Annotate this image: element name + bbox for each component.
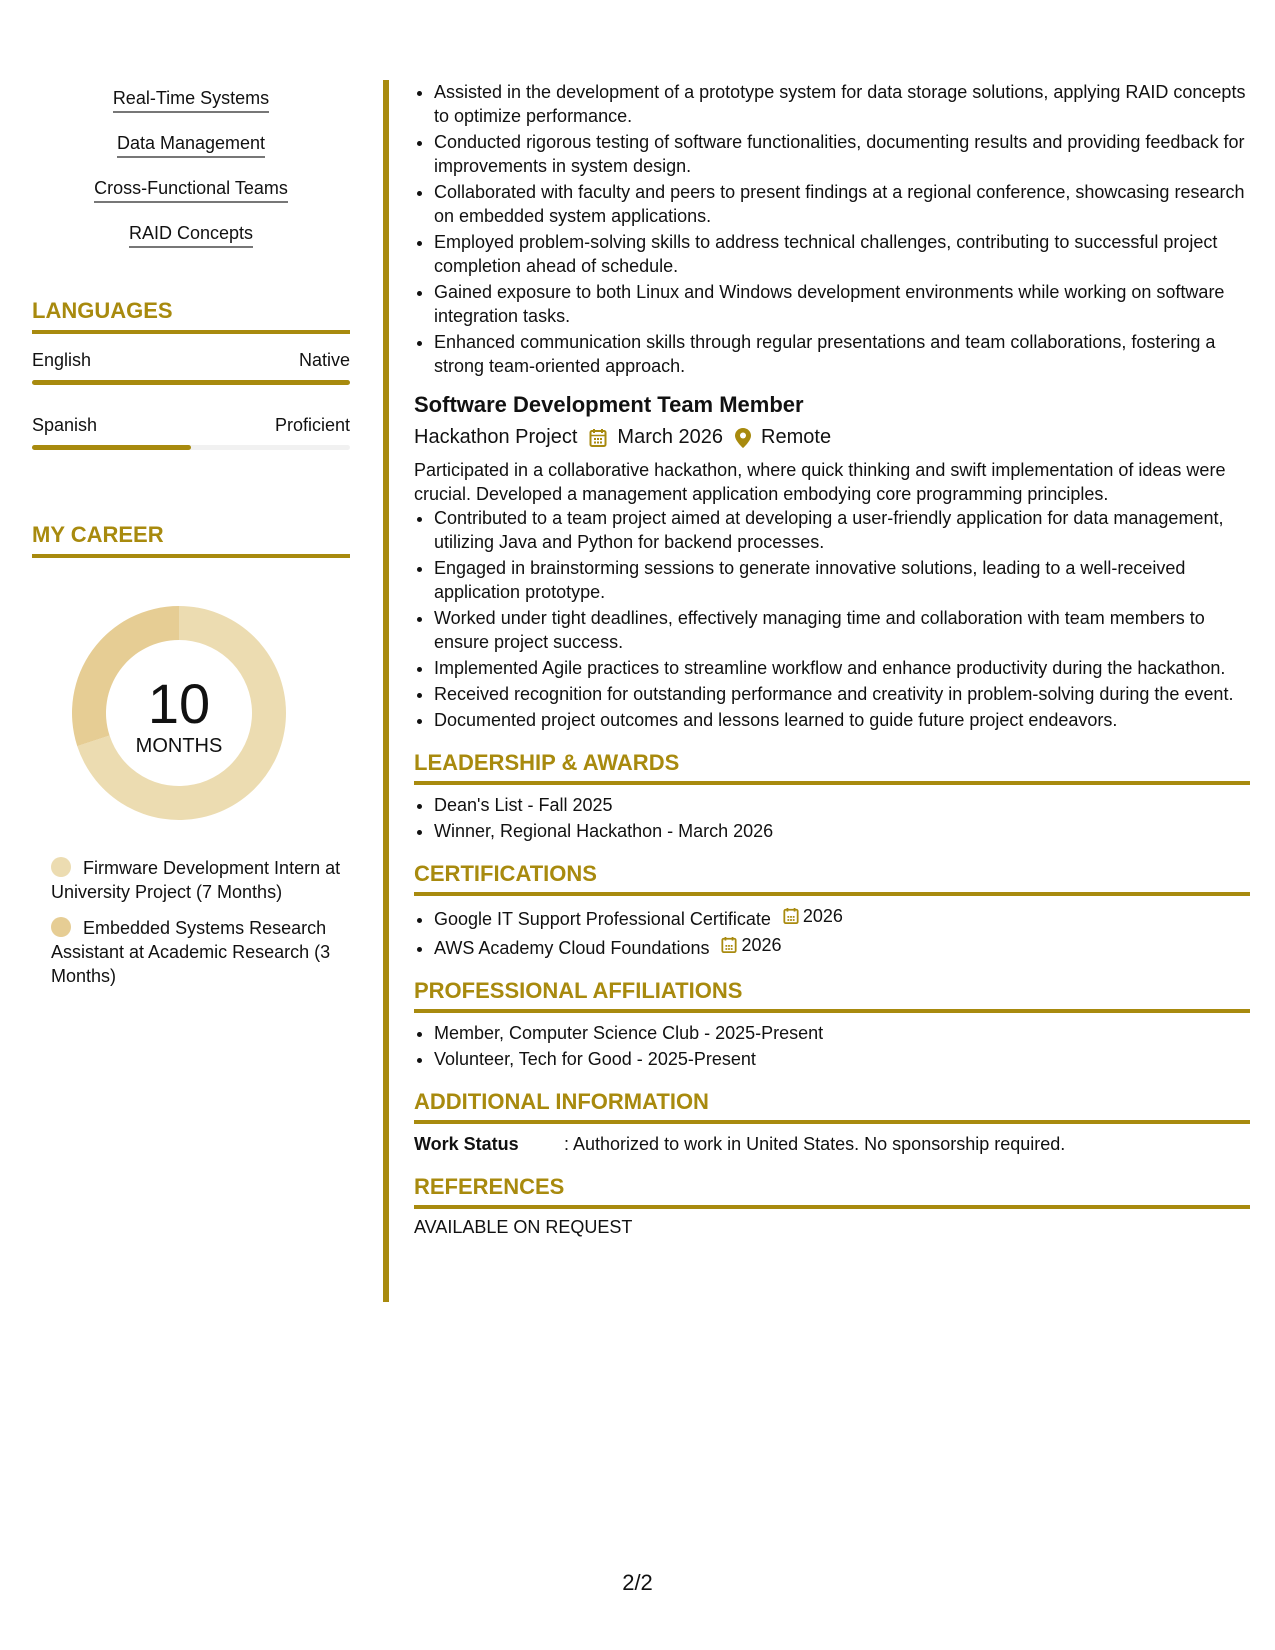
leadership-heading: LEADERSHIP & AWARDS [414, 750, 1250, 785]
career-heading: MY CAREER [32, 522, 350, 558]
cert-name: Google IT Support Professional Certificate [434, 909, 771, 929]
work-status-label: Work Status [414, 1134, 519, 1154]
list-item: • Engaged in brainstorming sessions to generate innovative solutions, leading to a well-received application prototype. [434, 556, 1250, 604]
legend-dot [51, 917, 71, 937]
language-level: Native [298, 350, 350, 370]
list-item [434, 933, 1250, 960]
career-donut-chart [64, 598, 294, 828]
cert-name: AWS Academy Cloud Foundations [434, 938, 710, 958]
list-item: • Assisted in the development of a prototype system for data storage solutions, applying RAID concepts to optimize performance. [434, 80, 1250, 128]
column-divider [383, 80, 389, 1302]
career-legend-item [51, 856, 341, 904]
map-pin-icon [735, 428, 751, 448]
language-bar-fill [32, 380, 350, 385]
job-location: Remote [761, 426, 832, 448]
career-total-unit: MONTHS [135, 734, 223, 757]
affiliations-list [414, 1021, 1250, 1071]
skill-tag: RAID Concepts [129, 223, 253, 248]
page-number: 2/2 [622, 1570, 653, 1595]
job-title: Software Development Team Member [414, 392, 804, 417]
calendar-icon [783, 907, 799, 925]
career-total-value: 10 [147, 671, 211, 735]
references-heading: REFERENCES [414, 1174, 1250, 1209]
job-bullets [414, 506, 1250, 732]
language-bar [32, 380, 350, 385]
list-item: • Employed problem-solving skills to address technical challenges, contributing to successful project completion ahead of schedule. [434, 230, 1250, 278]
list-item: • Dean's List - Fall 2025 [434, 793, 1250, 817]
language-bar-fill [32, 445, 191, 450]
list-item: • Member, Computer Science Club - 2025-Present [434, 1021, 1250, 1045]
list-item: • Winner, Regional Hackathon - March 2026 [434, 819, 1250, 843]
language-name: English [32, 350, 92, 370]
career-legend [32, 856, 341, 988]
list-item: • Worked under tight deadlines, effectively managing time and collaboration with team members to ensure project success. [434, 606, 1250, 654]
legend-dot [51, 857, 71, 877]
certifications-heading: CERTIFICATIONS [414, 861, 1250, 896]
skill-tag: Data Management [117, 133, 265, 158]
leadership-list [414, 793, 1250, 843]
list-item: • Received recognition for outstanding performance and creativity in problem-solving during the event. [434, 682, 1250, 706]
sidebar [32, 80, 350, 1000]
references-text: AVAILABLE ON REQUEST [414, 1217, 633, 1237]
language-english [32, 350, 350, 385]
job-date: March 2026 [617, 426, 724, 448]
language-name: Spanish [32, 415, 98, 435]
calendar-icon [589, 428, 607, 448]
list-item: • Implemented Agile practices to streamline workflow and enhance productivity during the hackathon. [434, 656, 1250, 680]
list-item: • Volunteer, Tech for Good - 2025-Present [434, 1047, 1250, 1071]
skill-tag: Cross-Functional Teams [94, 178, 288, 203]
list-item: • Documented project outcomes and lessons learned to guide future project endeavors. [434, 708, 1250, 732]
list-item [434, 904, 1250, 931]
previous-job-bullets [414, 80, 1250, 378]
certifications-list [414, 904, 1250, 960]
additional-info-heading: ADDITIONAL INFORMATION [414, 1089, 1250, 1124]
list-item: • Contributed to a team project aimed at developing a user-friendly application for data management, utilizing Java and Python for backend processes. [434, 506, 1250, 554]
skill-tag: Real-Time Systems [113, 88, 269, 113]
job-meta [414, 426, 1250, 449]
language-level: Proficient [274, 415, 350, 435]
calendar-icon [721, 936, 737, 954]
main-content [414, 80, 1250, 1238]
legend-text: Embedded Systems Research Assistant at Academic Research (3 Months) [51, 918, 331, 986]
cert-year: 2026 [741, 935, 782, 955]
list-item: • Collaborated with faculty and peers to present findings at a regional conference, showcasing research on embedded system applications. [434, 180, 1250, 228]
language-bar [32, 445, 350, 450]
legend-text: Firmware Development Intern at University Project (7 Months) [51, 858, 341, 902]
languages-heading: LANGUAGES [32, 298, 350, 334]
job-org: Hackathon Project [414, 426, 578, 448]
career-legend-item [51, 916, 341, 988]
affiliations-heading: PROFESSIONAL AFFILIATIONS [414, 978, 1250, 1013]
language-spanish [32, 415, 350, 450]
skills-list [32, 88, 350, 248]
work-status-value: : Authorized to work in United States. No sponsorship required. [564, 1134, 1066, 1154]
cert-year: 2026 [802, 906, 843, 926]
work-status-row [414, 1132, 1250, 1156]
list-item: • Enhanced communication skills through regular presentations and team collaborations, fostering a strong team-oriented approach. [434, 330, 1250, 378]
job-description: Participated in a collaborative hackathon, where quick thinking and swift implementation of ideas were crucial. Developed a management application embodying core programming principles. [414, 460, 1226, 504]
list-item: • Gained exposure to both Linux and Windows development environments while working on software integration tasks. [434, 280, 1250, 328]
list-item: • Conducted rigorous testing of software functionalities, documenting results and providing feedback for improvements in system design. [434, 130, 1250, 178]
